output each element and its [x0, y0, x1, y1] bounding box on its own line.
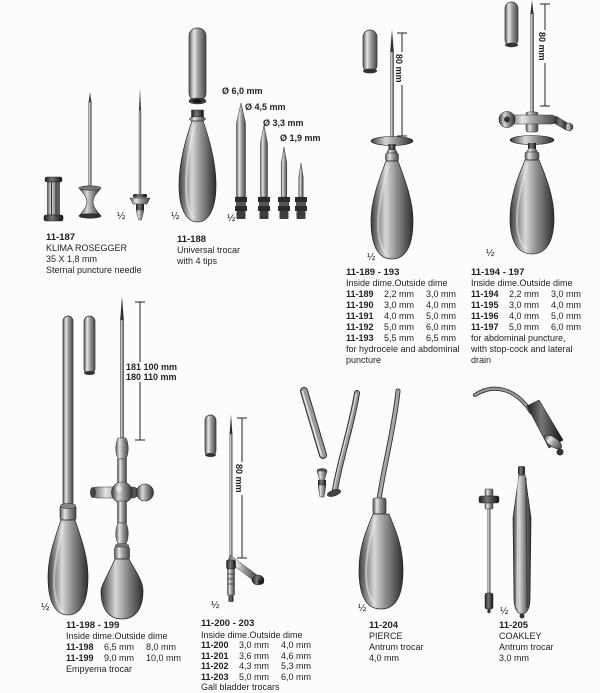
pierce-antrum-trocar-illustration — [295, 385, 415, 615]
row-inside-dim: 4,3 mm — [239, 661, 270, 671]
table-row — [346, 289, 460, 300]
product-code-range: 11-198 - 199 — [66, 620, 120, 631]
row-inside-dim: 3,0 mm — [509, 300, 540, 310]
product-name: KLIMA ROSEGGER — [46, 243, 128, 253]
product-name: COAKLEY — [499, 631, 542, 641]
row-outside-dim: 6,0 mm — [551, 322, 582, 332]
row-code: 11-202 — [201, 661, 229, 671]
row-outside-dim: 3,0 mm — [551, 289, 582, 299]
row-code: 11-198 — [66, 642, 94, 652]
product-spec: 35 X 1,8 mm — [46, 254, 98, 264]
scale-marker: ½ — [486, 248, 495, 259]
row-outside-dim: 4,6 mm — [281, 650, 312, 661]
row-code: 11-189 — [346, 289, 374, 299]
table-row — [346, 311, 460, 322]
row-inside-dim: 5,0 mm — [509, 322, 540, 332]
product-code-range: 11-189 - 193 — [346, 267, 400, 278]
product-spec: 4,0 mm — [369, 653, 400, 663]
product-group-11-188 — [168, 25, 333, 275]
product-desc: Antrum trocar — [369, 642, 424, 652]
table-header: Inside dime.Outside dime — [471, 278, 573, 288]
product-spec: 3,0 mm — [499, 653, 530, 663]
row-code: 11-193 — [346, 333, 374, 343]
row-outside-dim: 5,0 mm — [551, 311, 582, 321]
table-header: Inside dime.Outside dime — [66, 631, 168, 641]
product-note: puncture — [346, 355, 382, 365]
table-row — [346, 322, 460, 333]
stopcock-trocar-illustration — [468, 0, 600, 260]
row-code: 11-190 — [346, 300, 374, 310]
product-code-range: 11-194 - 197 — [471, 267, 525, 278]
product-desc: Gall bladder trocars — [201, 682, 280, 692]
diameter-label: Ø 6,0 mm — [222, 86, 263, 96]
table-header: Inside dime.Outside dime — [201, 629, 303, 640]
row-outside-dim: 4,0 mm — [551, 300, 582, 310]
product-note: for abdominal puncture, — [471, 333, 566, 343]
dimension-label-line: 180 110 mm — [126, 372, 177, 382]
table-row — [471, 322, 581, 333]
row-code: 11-191 — [346, 311, 374, 321]
scale-marker: ½ — [41, 602, 50, 613]
row-inside-dim: 2,2 mm — [384, 289, 415, 299]
row-inside-dim: 9,0 mm — [104, 653, 135, 663]
row-outside-dim: 6,0 mm — [426, 322, 457, 332]
product-code: 11-188 — [177, 234, 207, 245]
diameter-label: Ø 4,5 mm — [245, 102, 286, 112]
product-desc: Sternal puncture needle — [46, 265, 142, 275]
table-row — [346, 300, 460, 311]
scale-marker: ½ — [211, 600, 220, 611]
scale-marker: ½ — [367, 252, 376, 263]
product-group-11-187 — [35, 80, 180, 280]
product-code-range: 11-200 - 203 — [201, 618, 255, 629]
product-note: for hydrocele and abdominal — [346, 344, 460, 354]
table-row — [346, 333, 460, 344]
row-code: 11-199 — [66, 653, 94, 663]
row-code: 11-195 — [471, 300, 499, 310]
row-inside-dim: 3,0 mm — [384, 300, 415, 310]
row-inside-dim: 3,0 mm — [239, 640, 270, 650]
dimension-label: 80 mm — [537, 32, 547, 61]
product-desc: with 4 tips — [177, 256, 218, 266]
dimension-label-line: 181 100 mm — [126, 362, 178, 372]
product-note: drain — [471, 355, 492, 365]
row-code: 11-200 — [201, 640, 229, 650]
row-inside-dim: 4,0 mm — [384, 311, 415, 321]
row-outside-dim: 4,0 mm — [426, 300, 457, 310]
table-row — [471, 289, 581, 300]
diameter-label: Ø 3,3 mm — [263, 118, 304, 128]
scale-marker: ½ — [500, 606, 509, 617]
table-row — [471, 300, 581, 311]
product-desc: Universal trocar — [177, 245, 241, 255]
dimension-label: 80 mm — [394, 54, 404, 83]
dimension-label: 80 mm — [234, 464, 244, 493]
table-row — [66, 642, 181, 653]
row-inside-dim: 5,0 mm — [384, 322, 415, 332]
product-code: 11-204 — [369, 620, 399, 631]
scale-marker: ½ — [171, 211, 180, 222]
table-row — [471, 311, 581, 322]
coakley-antrum-trocar-illustration — [465, 378, 600, 623]
product-group-11-205 — [465, 378, 600, 683]
row-outside-dim: 5,0 mm — [426, 311, 457, 321]
row-code: 11-197 — [471, 322, 499, 332]
row-outside-dim: 10,0 mm — [146, 653, 182, 663]
row-inside-dim: 5,0 mm — [239, 671, 270, 682]
row-outside-dim: 6,0 mm — [281, 671, 312, 682]
row-outside-dim: 5,3 mm — [281, 661, 312, 671]
scale-marker: ½ — [117, 211, 126, 222]
product-group-11-198-199 — [28, 288, 198, 688]
product-name: PIERCE — [369, 631, 403, 641]
row-outside-dim: 4,0 mm — [281, 640, 312, 650]
product-group-11-194-197 — [468, 0, 600, 375]
diameter-label: Ø 1,9 mm — [280, 133, 321, 143]
row-code: 11-196 — [471, 311, 499, 321]
product-desc: Antrum trocar — [499, 642, 554, 652]
product-code: 11-187 — [46, 232, 76, 243]
row-inside-dim: 2,2 mm — [509, 289, 540, 299]
product-group-11-189-193 — [343, 24, 468, 374]
empyema-trocar-illustration — [28, 288, 193, 623]
product-desc: Empyema trocar — [66, 664, 133, 674]
row-code: 11-201 — [201, 650, 229, 661]
table-header: Inside dime.Outside dime — [346, 278, 448, 288]
row-code: 11-192 — [346, 322, 374, 332]
row-code: 11-194 — [471, 289, 499, 299]
scale-marker: ½ — [358, 603, 367, 614]
table-row — [66, 653, 181, 664]
sternal-puncture-needle-illustration — [35, 80, 165, 230]
row-inside-dim: 5,5 mm — [384, 333, 415, 343]
scale-marker: ½ — [227, 213, 236, 224]
row-inside-dim: 6,5 mm — [104, 642, 135, 652]
row-code: 11-203 — [201, 671, 229, 682]
row-outside-dim: 6,5 mm — [426, 333, 457, 343]
row-outside-dim: 8,0 mm — [146, 642, 177, 652]
product-code: 11-205 — [499, 620, 529, 631]
row-inside-dim: 4,0 mm — [509, 311, 540, 321]
product-group-11-204 — [295, 385, 440, 685]
dimension-label — [126, 362, 177, 382]
product-note: with stop-cock and lateral — [471, 344, 573, 354]
row-inside-dim: 3,6 mm — [239, 650, 270, 661]
row-outside-dim: 3,0 mm — [426, 289, 457, 299]
